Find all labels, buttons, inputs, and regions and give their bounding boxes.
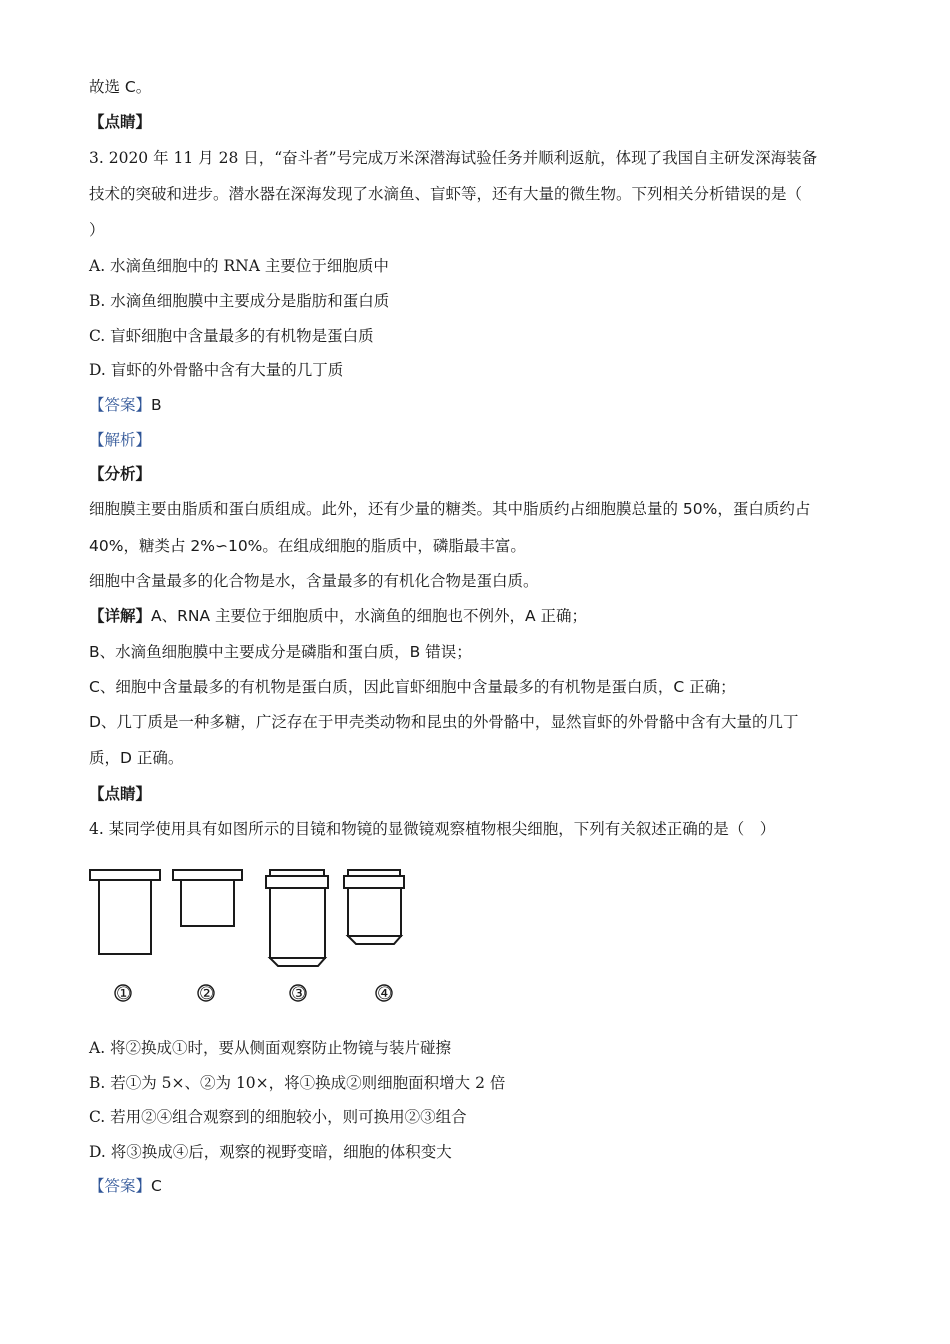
detail-line-d-cont: 质，D 正确。 (89, 749, 184, 767)
figure-label-3: ③ (291, 984, 307, 1004)
question-3-stem-paren: ） (89, 221, 105, 239)
analysis-sub-heading: 【分析】 (89, 465, 152, 483)
detail-line-b: B、水滴鱼细胞膜中主要成分是磷脂和蛋白质，B 错误； (89, 643, 472, 661)
q4-answer-line (89, 1174, 162, 1196)
detail-line-c: C、细胞中含量最多的有机物是蛋白质，因此盲虾细胞中含量最多的有机物是蛋白质，C 正确； (89, 678, 736, 696)
question-4-stem: 4. 某同学使用具有如图所示的目镜和物镜的显微镜观察植物根尖细胞，下列有关叙述正确的是（ ） (89, 820, 776, 838)
answer-value: B (151, 396, 162, 414)
figure-label-1: ① (116, 984, 132, 1004)
eyepiece-2-icon (173, 870, 242, 926)
q4-option-c: C. 若用②④组合观察到的细胞较小，则可换用②③组合 (89, 1108, 467, 1126)
q4-option-a: A. 将②换成①时，要从侧面观察防止物镜与装片碰擦 (89, 1039, 452, 1057)
answer-label: 【答案】 (89, 396, 152, 414)
option-c: C. 盲虾细胞中含量最多的有机物是蛋白质 (89, 327, 374, 345)
analysis-heading: 【解析】 (89, 431, 152, 449)
q4-answer-label: 【答案】 (89, 1177, 152, 1195)
objective-3-icon (266, 870, 328, 966)
eyepiece-1-icon (90, 870, 160, 954)
option-d: D. 盲虾的外骨骼中含有大量的几丁质 (89, 361, 344, 379)
question-3-stem-cont: 技术的突破和进步。潜水器在深海发现了水滴鱼、盲虾等，还有大量的微生物。下列相关分析错误的是（ (89, 185, 803, 203)
q4-option-b: B. 若①为 5×、②为 10×，将①换成②则细胞面积增大 2 倍 (89, 1074, 506, 1092)
q4-answer-value: C (151, 1177, 162, 1195)
question-3-stem: 3. 2020 年 11 月 28 日，“奋斗者”号完成万米深潜海试验任务并顺利返航，体现了我国自主研发深海装备 (89, 149, 818, 167)
analysis-text-1: 细胞膜主要由脂质和蛋白质组成。此外，还有少量的糖类。其中脂质约占细胞膜总量的 50%，蛋白质约占 (89, 500, 811, 518)
figure-label-4: ④ (377, 984, 393, 1004)
detail-heading: 【详解】 (89, 607, 152, 625)
option-b: B. 水滴鱼细胞膜中主要成分是脂肪和蛋白质 (89, 292, 390, 310)
figure-label-2: ② (199, 984, 215, 1004)
q4-option-d: D. 将③换成④后，观察的视野变暗，细胞的体积变大 (89, 1143, 452, 1161)
analysis-text-2: 40%，糖类占 2%∽10%。在组成细胞的脂质中，磷脂最丰富。 (89, 537, 526, 555)
option-a: A. 水滴鱼细胞中的 RNA 主要位于细胞质中 (89, 257, 389, 275)
answer-line (89, 393, 162, 415)
highlight-heading: 【点睛】 (89, 113, 152, 131)
detail-line-a: 【详解】A、RNA 主要位于细胞质中，水滴鱼的细胞也不例外，A 正确； (89, 607, 588, 625)
objective-4-icon (344, 870, 404, 944)
microscope-lens-figure (86, 862, 426, 1008)
conclusion-text: 故选 C。 (89, 78, 152, 96)
analysis-text-3: 细胞中含量最多的化合物是水，含量最多的有机化合物是蛋白质。 (89, 572, 539, 590)
detail-line-d: D、几丁质是一种多糖，广泛存在于甲壳类动物和昆虫的外骨骼中，显然盲虾的外骨骼中含有大量的几丁 (89, 713, 799, 731)
highlight-heading-2: 【点睛】 (89, 785, 152, 803)
